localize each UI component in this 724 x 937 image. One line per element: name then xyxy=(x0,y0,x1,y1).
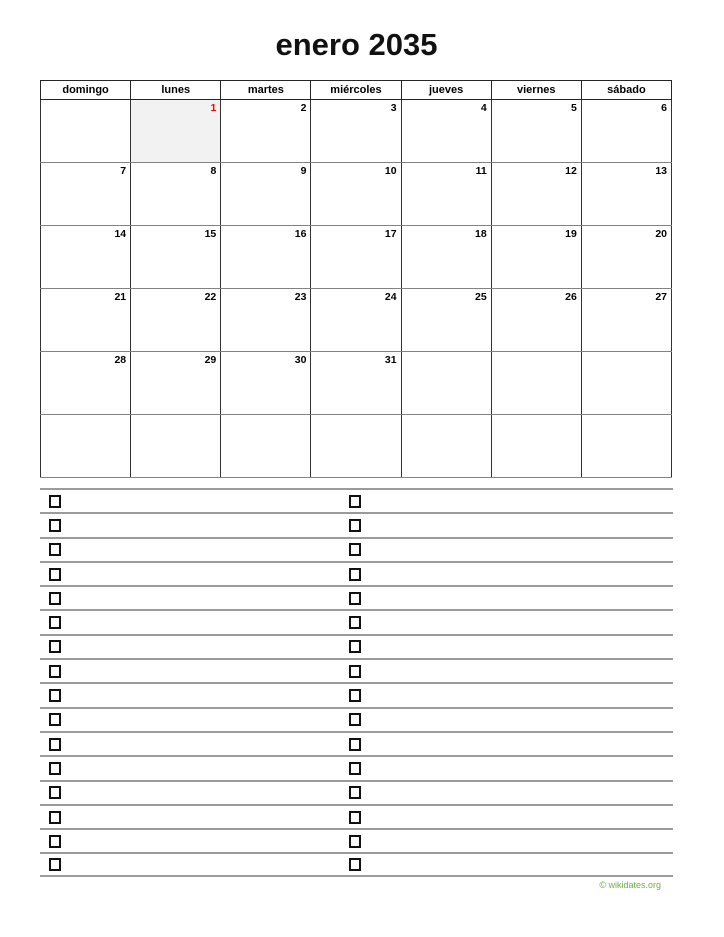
day-cell-25: 25 xyxy=(401,289,491,352)
checkbox-icon[interactable] xyxy=(349,592,361,605)
checkbox-icon[interactable] xyxy=(349,640,361,653)
checkbox-icon[interactable] xyxy=(349,519,361,532)
day-cell-31: 31 xyxy=(311,352,401,415)
day-cell-27: 27 xyxy=(581,289,671,352)
calendar-table xyxy=(40,80,672,478)
calendar-body xyxy=(41,100,672,478)
day-cell-10: 10 xyxy=(311,163,401,226)
checklist-row-8 xyxy=(40,682,673,706)
checklist-row-6 xyxy=(40,634,673,658)
checkbox-icon[interactable] xyxy=(49,495,61,508)
checkbox-icon[interactable] xyxy=(49,762,61,775)
checkbox-icon[interactable] xyxy=(349,495,361,508)
checklist-row-1 xyxy=(40,512,673,536)
day-cell-14: 14 xyxy=(41,226,131,289)
weekday-header-row xyxy=(41,81,672,100)
empty-day-cell xyxy=(581,352,671,415)
checkbox-icon[interactable] xyxy=(349,762,361,775)
week-row-3 xyxy=(41,289,672,352)
checkbox-icon[interactable] xyxy=(49,568,61,581)
empty-day-cell xyxy=(401,415,491,478)
checklist-row-7 xyxy=(40,658,673,682)
week-row-2 xyxy=(41,226,672,289)
empty-day-cell xyxy=(401,352,491,415)
day-cell-17: 17 xyxy=(311,226,401,289)
day-cell-11: 11 xyxy=(401,163,491,226)
checkbox-icon[interactable] xyxy=(49,858,61,871)
checkbox-icon[interactable] xyxy=(349,786,361,799)
checkbox-icon[interactable] xyxy=(49,665,61,678)
day-cell-16: 16 xyxy=(221,226,311,289)
day-cell-15: 15 xyxy=(131,226,221,289)
checkbox-icon[interactable] xyxy=(49,811,61,824)
empty-day-cell xyxy=(221,415,311,478)
day-cell-5: 5 xyxy=(491,100,581,163)
weekday-header-2: martes xyxy=(221,81,311,100)
day-cell-13: 13 xyxy=(581,163,671,226)
checkbox-icon[interactable] xyxy=(349,738,361,751)
checkbox-icon[interactable] xyxy=(349,568,361,581)
weekday-header-1: lunes xyxy=(131,81,221,100)
empty-day-cell xyxy=(491,415,581,478)
checklist-row-11 xyxy=(40,755,673,779)
weekday-header-3: miércoles xyxy=(311,81,401,100)
empty-day-cell xyxy=(491,352,581,415)
checklist-row-12 xyxy=(40,780,673,804)
checkbox-icon[interactable] xyxy=(349,811,361,824)
checkbox-icon[interactable] xyxy=(349,689,361,702)
checkbox-icon[interactable] xyxy=(49,543,61,556)
day-cell-23: 23 xyxy=(221,289,311,352)
checkbox-icon[interactable] xyxy=(49,713,61,726)
checkbox-icon[interactable] xyxy=(349,543,361,556)
checkbox-icon[interactable] xyxy=(349,665,361,678)
checklist-row-9 xyxy=(40,707,673,731)
day-cell-6: 6 xyxy=(581,100,671,163)
week-row-0 xyxy=(41,100,672,163)
day-cell-26: 26 xyxy=(491,289,581,352)
checkbox-icon[interactable] xyxy=(349,616,361,629)
checkbox-icon[interactable] xyxy=(49,738,61,751)
checklist-row-10 xyxy=(40,731,673,755)
day-cell-9: 9 xyxy=(221,163,311,226)
checkbox-icon[interactable] xyxy=(49,689,61,702)
content-area xyxy=(40,0,673,890)
day-cell-20: 20 xyxy=(581,226,671,289)
day-cell-21: 21 xyxy=(41,289,131,352)
checklist-row-15 xyxy=(40,852,673,876)
day-cell-24: 24 xyxy=(311,289,401,352)
weekday-header-5: viernes xyxy=(491,81,581,100)
day-cell-3: 3 xyxy=(311,100,401,163)
day-cell-7: 7 xyxy=(41,163,131,226)
checkbox-icon[interactable] xyxy=(49,592,61,605)
checklist-row-0 xyxy=(40,488,673,512)
day-cell-28: 28 xyxy=(41,352,131,415)
day-cell-8: 8 xyxy=(131,163,221,226)
weekday-header-6: sábado xyxy=(581,81,671,100)
checklist-row-14 xyxy=(40,828,673,852)
checkbox-icon[interactable] xyxy=(49,786,61,799)
day-cell-30: 30 xyxy=(221,352,311,415)
week-row-4 xyxy=(41,352,672,415)
checkbox-icon[interactable] xyxy=(349,835,361,848)
checkbox-icon[interactable] xyxy=(49,616,61,629)
checkbox-icon[interactable] xyxy=(49,835,61,848)
empty-day-cell xyxy=(311,415,401,478)
empty-day-cell xyxy=(41,415,131,478)
empty-day-cell xyxy=(41,100,131,163)
weekday-header-0: domingo xyxy=(41,81,131,100)
checkbox-icon[interactable] xyxy=(349,858,361,871)
day-cell-2: 2 xyxy=(221,100,311,163)
empty-day-cell xyxy=(131,415,221,478)
checklist-row-4 xyxy=(40,585,673,609)
day-cell-1: 1 xyxy=(131,100,221,163)
notes-checklist xyxy=(40,488,673,877)
footer-credit: © wikidates.org xyxy=(599,879,661,890)
week-row-1 xyxy=(41,163,672,226)
day-cell-4: 4 xyxy=(401,100,491,163)
checkbox-icon[interactable] xyxy=(49,519,61,532)
day-cell-18: 18 xyxy=(401,226,491,289)
checklist-row-5 xyxy=(40,609,673,633)
checklist-row-13 xyxy=(40,804,673,828)
calendar-header xyxy=(41,81,672,100)
checklist-row-3 xyxy=(40,561,673,585)
day-cell-22: 22 xyxy=(131,289,221,352)
empty-day-cell xyxy=(581,415,671,478)
page-title: enero 2035 xyxy=(275,27,438,62)
week-row-5 xyxy=(41,415,672,478)
day-cell-12: 12 xyxy=(491,163,581,226)
checklist-row-2 xyxy=(40,537,673,561)
weekday-header-4: jueves xyxy=(401,81,491,100)
checkbox-icon[interactable] xyxy=(49,640,61,653)
day-cell-29: 29 xyxy=(131,352,221,415)
checkbox-icon[interactable] xyxy=(349,713,361,726)
day-cell-19: 19 xyxy=(491,226,581,289)
